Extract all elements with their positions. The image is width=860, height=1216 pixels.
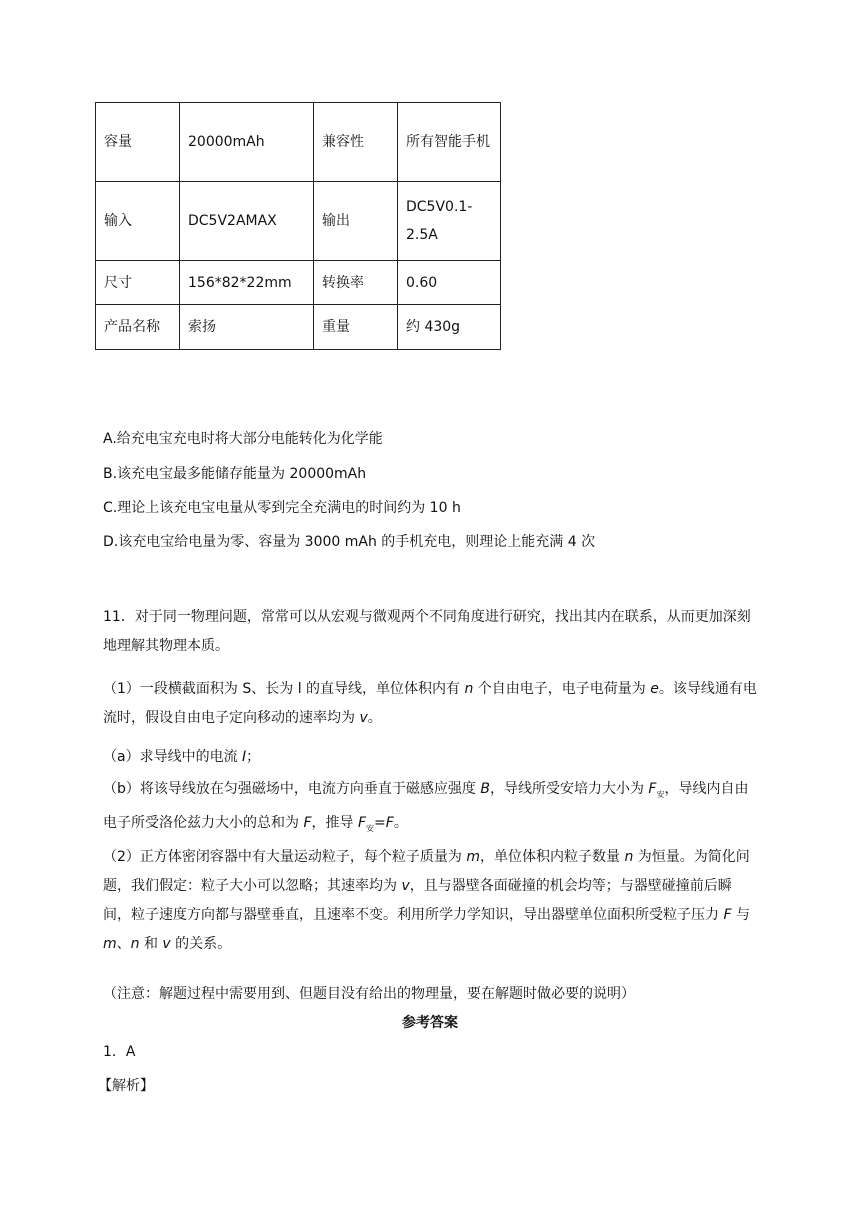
table-cell: 约 430g bbox=[398, 305, 501, 350]
text: （b）将该导线放在匀强磁场中，电流方向垂直于磁感应强度 bbox=[103, 781, 481, 797]
option-d: D.该充电宝给电量为零、容量为 3000 mAh 的手机充电，则理论上能充满 4 次 bbox=[103, 534, 596, 550]
var-v: v bbox=[401, 878, 410, 894]
question-11-part-1 bbox=[103, 675, 758, 733]
table-cell: DC5V2AMAX bbox=[180, 182, 314, 261]
text: 和 bbox=[139, 936, 163, 952]
var-m: m bbox=[103, 936, 117, 952]
text: 。 bbox=[393, 814, 408, 831]
table-cell: 产品名称 bbox=[96, 305, 180, 350]
text: ，导线内自由电子所受洛伦兹力大小的总和为 bbox=[103, 781, 749, 831]
table-cell: 156*82*22mm bbox=[180, 261, 314, 305]
answer-1: 1．A bbox=[103, 1044, 136, 1060]
option-c: C.理论上该充电宝电量从零到完全充满电的时间约为 10 h bbox=[103, 500, 461, 516]
text: 。 bbox=[367, 710, 382, 726]
option-b: B.该充电宝最多能储存能量为 20000mAh bbox=[103, 466, 367, 482]
question-11-note: （注意：解题过程中需要用到、但题目没有给出的物理量，要在解题时做必要的说明） bbox=[103, 986, 635, 1002]
text: 与 bbox=[731, 907, 750, 923]
table-row bbox=[96, 305, 501, 350]
var-b: B bbox=[480, 781, 490, 797]
table-cell: 容量 bbox=[96, 103, 180, 182]
text: ，单位体积内粒子数量 bbox=[480, 849, 625, 865]
table-cell: 尺寸 bbox=[96, 261, 180, 305]
var-n: n bbox=[624, 849, 634, 865]
var-e: e bbox=[650, 681, 659, 697]
var-f: F bbox=[723, 907, 732, 923]
text: ，导线所受安培力大小为 bbox=[489, 781, 649, 797]
table-row bbox=[96, 261, 501, 305]
question-11-part-2 bbox=[103, 843, 758, 959]
table-cell: DC5V0.1-2.5A bbox=[398, 182, 501, 261]
option-a: A.给充电宝充电时将大部分电能转化为化学能 bbox=[103, 431, 383, 447]
table-cell: 20000mAh bbox=[180, 103, 314, 182]
text: 。该导线通有电流时，假设自由电子定向移动的速率均为 bbox=[103, 681, 757, 726]
text: 个自由电子，电子电荷量为 bbox=[473, 681, 651, 697]
text: 的关系。 bbox=[170, 936, 232, 952]
var-f: F bbox=[303, 814, 312, 831]
text: ，推导 bbox=[311, 814, 358, 831]
table-cell: 索扬 bbox=[180, 305, 314, 350]
subscript: 安 bbox=[656, 789, 665, 799]
table-cell: 兼容性 bbox=[314, 103, 398, 182]
text: （a）求导线中的电流 bbox=[103, 749, 243, 765]
question-11-part-a bbox=[103, 743, 758, 772]
var-m: m bbox=[466, 849, 480, 865]
question-11-intro: 11．对于同一物理问题，常常可以从宏观与微观两个不同角度进行研究，找出其内在联系，从而更加深刻地理解其物理本质。 bbox=[103, 609, 751, 654]
question-11-part-b bbox=[103, 775, 758, 843]
text: 、 bbox=[116, 936, 131, 952]
var-v: v bbox=[162, 936, 171, 952]
analysis-label: 【解析】 bbox=[98, 1078, 154, 1094]
var-f: F bbox=[357, 814, 367, 831]
text: （2）正方体密闭容器中有大量运动粒子，每个粒子质量为 bbox=[103, 849, 467, 865]
var-n: n bbox=[464, 681, 474, 697]
var-f: F bbox=[648, 781, 657, 797]
answers-heading: 参考答案 bbox=[402, 1015, 458, 1031]
var-f: F bbox=[385, 814, 394, 831]
text: ； bbox=[246, 749, 261, 765]
table-cell: 重量 bbox=[314, 305, 398, 350]
var-v: v bbox=[359, 710, 368, 726]
table-cell: 输入 bbox=[96, 182, 180, 261]
var-i: I bbox=[242, 749, 247, 765]
var-n: n bbox=[130, 936, 140, 952]
text: = bbox=[374, 814, 386, 831]
text: ，且与器壁各面碰撞的机会均等；与器壁碰撞前后瞬间，粒子速度方向都与器壁垂直，且速率不变。利用所学力学知识，导出器壁单位面积所受粒子压力 bbox=[103, 878, 732, 923]
table-cell: 所有智能手机 bbox=[398, 103, 501, 182]
text: 为恒量。为简化问题，我们假定：粒子大小可以忽略；其速率均为 bbox=[103, 849, 750, 894]
table-cell: 输出 bbox=[314, 182, 398, 261]
text: （1）一段横截面积为 S、长为 l 的直导线，单位体积内有 bbox=[103, 681, 465, 697]
spec-table bbox=[95, 102, 501, 350]
table-cell: 转换率 bbox=[314, 261, 398, 305]
table-cell: 0.60 bbox=[398, 261, 501, 305]
table-row bbox=[96, 182, 501, 261]
subscript: 安 bbox=[366, 823, 375, 833]
table-row bbox=[96, 103, 501, 182]
